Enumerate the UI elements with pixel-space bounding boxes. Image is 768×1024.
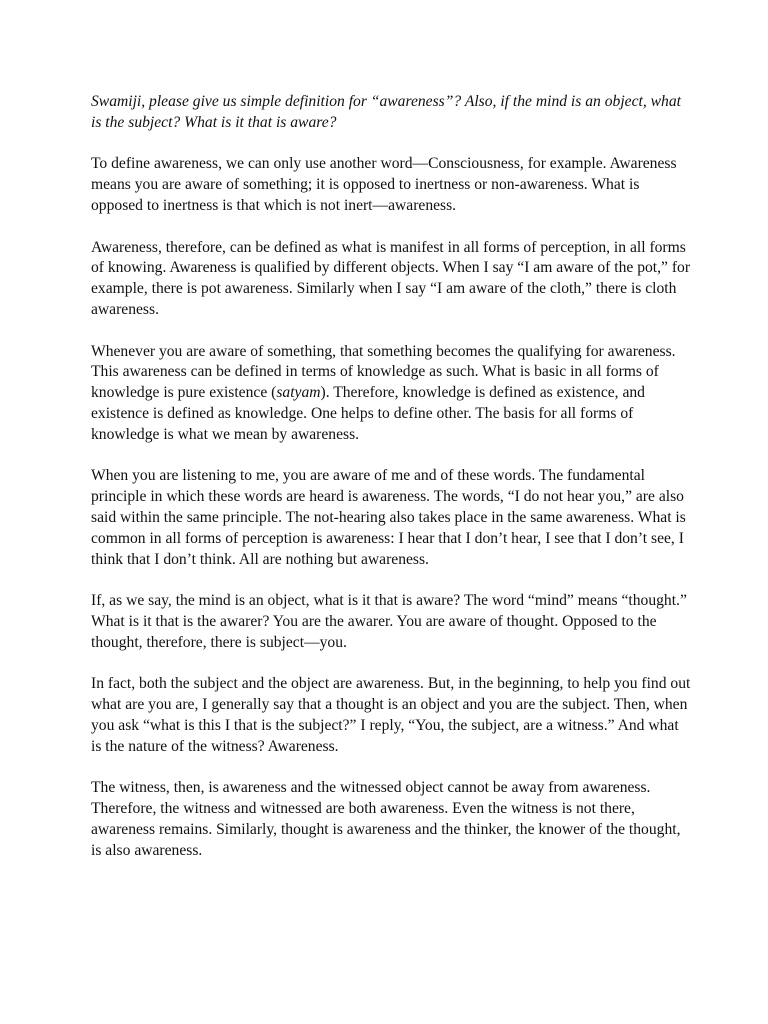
body-paragraph-5: If, as we say, the mind is an object, what is it that is aware? The word “mind” means “thought.” What is it that is the awarer? You are the awarer. You are aware of thought. Opposed to the thought, therefore, there is subject—you. <box>91 592 687 651</box>
body-paragraph-2: Awareness, therefore, can be defined as what is manifest in all forms of perception, in all forms of knowing. Awareness is qualified by different objects. When I say “I am aware of the pot,” for example, there is pot awareness. Similarly when I say “I am aware of the cloth,” there is cloth awareness. <box>91 238 691 318</box>
body-paragraph-4: When you are listening to me, you are aware of me and of these words. The fundamental principle in which these words are heard is awareness. The words, “I do not hear you,” are also said within the same principle. The not-hearing also takes place in the same awareness. What is common in all forms of perception is awareness: I hear that I don’t hear, I see that I don’t see, I think that I don’t think. All are nothing but awareness. <box>91 467 686 568</box>
body-paragraph-7: The witness, then, is awareness and the witnessed object cannot be away from awareness. Therefore, the witness and witnessed are both awareness. Even the witness is not there, awareness remains. Similarly, thought is awareness and the thinker, the knower of the thought, is also awareness. <box>91 779 681 859</box>
paragraph-text-before: Whenever you are aware of something, that something becomes the qualifying for awareness. This awareness can be defined in terms of knowledge as such. What is basic in all forms of knowledge is pure existence ( <box>91 342 676 402</box>
paragraph-text-after: ). Therefore, knowledge is defined as existence, and existence is defined as knowledge. One helps to define other. The basis for all forms of knowledge is what we mean by awareness. <box>91 384 645 443</box>
satyam-term: satyam <box>276 384 321 402</box>
body-paragraph-3 <box>91 342 691 446</box>
document-page <box>91 92 691 882</box>
body-paragraph-6: In fact, both the subject and the object are awareness. But, in the beginning, to help you find out what are you are, I generally say that a thought is an object and you are the subject. Then, when you ask “what is this I that is the subject?” I reply, “You, the subject, are a witness.” And what is the nature of the witness? Awareness. <box>91 675 691 755</box>
body-paragraph-1: To define awareness, we can only use another word—Consciousness, for example. Awareness means you are aware of something; it is opposed to inertness or non-awareness. What is opposed to inertness is that which is not inert—awareness. <box>91 155 677 214</box>
question-paragraph: Swamiji, please give us simple definition for “awareness”? Also, if the mind is an object, what is the subject? What is it that is aware? <box>91 93 681 131</box>
